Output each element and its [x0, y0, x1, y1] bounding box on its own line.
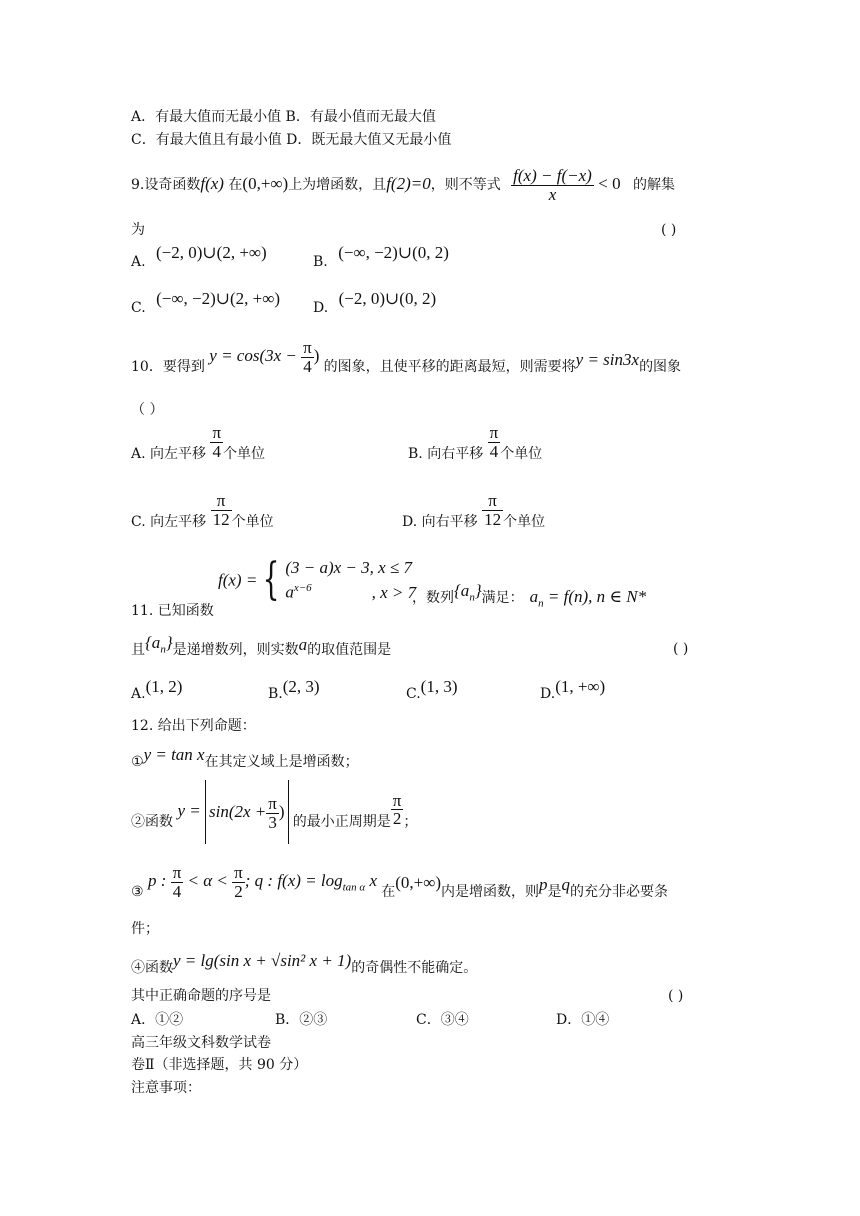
q12-p3-is: 是: [547, 884, 562, 900]
q10-option-b-label: B. 向右平移: [408, 446, 484, 462]
q11-line2: [131, 633, 392, 664]
q12-p3-x: x: [365, 871, 377, 890]
q12-p3-continuation: 件；: [131, 921, 159, 937]
q10-option-a-fraction: [210, 424, 223, 461]
q12-p3-two: 2: [234, 881, 243, 901]
q10-option-d: [402, 490, 546, 546]
q11-cond-a: a: [529, 587, 539, 606]
q12-p3-pi-over-2: [232, 864, 245, 901]
q9-option-a-value: (−2, 0)∪(2, +∞): [156, 243, 267, 262]
q10-option-a-pi: π: [212, 422, 222, 442]
q11-sequence-text: [412, 581, 647, 612]
q10-option-b-pi: π: [489, 422, 499, 442]
q11-option-b: [268, 677, 320, 703]
q10-formula2: y = sin3x: [575, 350, 640, 369]
q12-p3-mid: < α <: [187, 871, 228, 890]
q10-option-c-unit: 个单位: [231, 514, 274, 530]
q12-answer-blank: ( ): [668, 988, 684, 1004]
q12-p2-pi: π: [268, 793, 277, 813]
q9-option-d-value: (−2, 0)∪(0, 2): [338, 289, 437, 308]
q11-case2: [285, 578, 416, 603]
q9-fx: f(x): [200, 174, 224, 193]
q9-option-d: [313, 289, 437, 317]
q9-answer-blank: ( ): [661, 222, 677, 238]
q10-pi: π: [303, 337, 312, 357]
q12-option-d: D．①④: [556, 1012, 610, 1028]
q11-line2-seq-close: }: [165, 633, 173, 652]
q11-option-a: [131, 677, 183, 703]
q11-condition: [529, 587, 647, 610]
q10-option-d-den: 12: [484, 509, 502, 529]
q10-answer-blank: （ ）: [131, 402, 164, 418]
q11-seq-sub: n: [469, 591, 475, 604]
q9-suffix: 的解集: [633, 177, 676, 193]
q9-option-a-label: A.: [131, 254, 146, 270]
q9-interval: (0,+∞): [242, 174, 289, 193]
q11-line2-suffix: 的取值范围是: [307, 642, 392, 658]
q12-p1-formula: y = tan x: [143, 745, 205, 764]
q12-p2-formula-pre: y =: [177, 800, 201, 820]
q12-p1-text: 在其定义域上是增函数；: [204, 754, 359, 770]
q11-seq-open: {a: [454, 581, 470, 600]
q11-seq-close: }: [474, 581, 482, 600]
q11-cases: [285, 558, 416, 603]
q12-ask: 其中正确命题的序号是: [131, 988, 271, 1004]
q9-lt0: < 0: [598, 174, 621, 193]
q10-option-a-den: 4: [212, 441, 222, 461]
q12-p4-num: ④函数: [131, 960, 173, 976]
exam-title: 高三年级文科数学试卷: [131, 1035, 271, 1051]
q12-p3-four: 4: [172, 881, 182, 901]
q11-option-a-value: (1, 2): [145, 677, 183, 696]
q11-line2-seq-open: {a: [145, 633, 161, 652]
q10-option-d-label: D. 向右平移: [402, 514, 478, 530]
q10-option-a: [131, 422, 266, 478]
q12-p3-interval: (0,+∞): [395, 873, 442, 892]
q11-case2-cond: , x > 7: [371, 582, 417, 602]
q10-option-c-fraction: [211, 492, 232, 529]
q12-p3-pi-over-4: [171, 864, 184, 901]
q9-f2: f(2)=0: [386, 174, 431, 193]
q11-seq: [454, 581, 482, 604]
q12-p3-qvar: q: [561, 875, 571, 894]
q11-option-b-value: (2, 3): [282, 677, 320, 696]
q9-frac-denominator: x: [548, 184, 557, 204]
q12-title: 12. 给出下列命题：: [131, 718, 256, 734]
q10-option-c-den: 12: [212, 509, 230, 529]
q9-option-c-value: (−∞, −2)∪(2, +∞): [156, 289, 281, 308]
q11-option-b-label: B.: [268, 686, 283, 702]
q12-p2-formula: [177, 793, 292, 832]
q12-proposition-2: [131, 790, 417, 854]
q10-option-b: [408, 422, 543, 478]
q12-proposition-3: [131, 862, 669, 922]
q9-option-c-label: C.: [131, 300, 146, 316]
q12-p3-pvar: p: [539, 875, 548, 894]
q10-option-c-pi: π: [211, 492, 232, 511]
q12-p3-formula: [148, 862, 381, 901]
q11-fdef: f(x) =: [218, 570, 258, 590]
q11-answer-blank: ( ): [673, 641, 689, 657]
q10-option-b-den: 4: [489, 441, 499, 461]
q10-option-a-label: A. 向左平移: [131, 446, 207, 462]
q10-option-b-fraction: [488, 424, 501, 461]
q12-option-c: C．③④: [416, 1012, 469, 1028]
q12-option-a: A．①②: [131, 1012, 184, 1028]
q10-option-c: [131, 490, 274, 546]
q11-case1: (3 − a)x − 3, x ≤ 7: [285, 558, 412, 577]
q12-p4-formula: y = lg(sin x + √sin² x + 1): [173, 951, 352, 970]
q12-p3-text1: 内是增函数，则: [441, 884, 540, 900]
q11-option-d-label: D.: [540, 686, 556, 702]
q9-stem: [131, 160, 675, 209]
q10-stem: [131, 337, 682, 390]
q10-prefix: 10．要得到: [131, 359, 205, 375]
q11-piecewise: [218, 554, 417, 606]
q11-satisfy: 满足：: [481, 590, 524, 606]
q12-p3-text2: 的充分非必要条: [570, 884, 669, 900]
q10-formula-pre: y = cos(3x −: [209, 346, 297, 365]
q10-option-d-pi: π: [482, 492, 503, 511]
q12-p3-num: ③: [131, 884, 144, 900]
q9-option-c: [131, 289, 281, 317]
q12-p3-pi2: π: [234, 862, 243, 882]
q12-p3-in: 在: [381, 884, 396, 900]
q11-option-d-value: (1, +∞): [555, 677, 606, 696]
q11-prefix: 11. 已知函数: [131, 603, 214, 619]
q9-option-a: [131, 243, 267, 271]
q12-p3-sub: tan α: [342, 881, 366, 894]
q10-formula: [209, 337, 323, 376]
q11-option-c-label: C.: [406, 686, 421, 702]
q12-p2-period: [391, 792, 404, 829]
q10-option-d-unit: 个单位: [503, 514, 546, 530]
q10-formula-post: ): [313, 346, 320, 365]
q12-p2-num: ②函数: [131, 813, 173, 830]
q9-wei: 为: [131, 222, 145, 238]
q12-p2-three: 3: [268, 812, 277, 832]
q10-suffix: 的图象: [639, 359, 682, 375]
q10-option-c-label: C. 向左平移: [131, 514, 207, 530]
q10-pi-over-4: [301, 339, 314, 376]
q11-brace: {: [262, 554, 280, 606]
q12-p2-pi-over-3: [266, 795, 279, 832]
q10-mid: 的图象，且使平移的距离最短，则需要将: [323, 359, 576, 375]
q9-option-b: [313, 243, 449, 271]
q9-option-b-value: (−∞, −2)∪(0, 2): [338, 243, 449, 262]
q12-p2-abs-pre: sin(2x +: [208, 802, 267, 821]
q11-seq-pre: ，数列: [412, 590, 454, 606]
q11-cond-sub: n: [538, 597, 544, 610]
q9-option-b-label: B.: [313, 254, 328, 270]
q11-line2-seq-sub: n: [160, 643, 166, 656]
q11-option-d: [540, 677, 606, 703]
q12-proposition-1: [131, 745, 359, 771]
q10-option-d-fraction: [482, 492, 503, 529]
part-two-heading: 卷Ⅱ（非选择题，共 90 分）: [131, 1057, 308, 1073]
q12-p2-period-num: π: [392, 790, 402, 810]
q12-p1-num: ①: [131, 754, 144, 770]
q11-line2-mid: 是递增数列，则实数: [172, 642, 299, 658]
q10-four: 4: [303, 356, 312, 376]
q11-case2-base: a: [285, 582, 294, 602]
q8-options-line1: A．有最大值而无最小值 B．有最小值而无最大值: [131, 109, 436, 125]
q11-var-a: a: [298, 635, 308, 654]
q9-option-d-label: D.: [313, 300, 329, 316]
q12-p3-q: ; q : f(x) = log: [244, 871, 343, 890]
q12-option-b: B．②③: [275, 1012, 328, 1028]
q12-p2-abs: [205, 780, 289, 844]
q8-options-line2: C．有最大值且有最小值 D．既无最大值又无最小值: [131, 132, 452, 148]
q11-case2-exp: x−6: [293, 582, 312, 594]
q9-prefix: 9.设奇函数: [131, 177, 201, 193]
q9-frac-numerator: f(x) − f(−x): [513, 165, 592, 185]
q9-comma: ，则不等式: [430, 177, 501, 193]
q12-p3-pi1: π: [172, 862, 182, 882]
q10-option-a-unit: 个单位: [223, 446, 266, 462]
q12-p3-p: p :: [148, 871, 167, 890]
q9-mid: 上为增函数，且: [288, 177, 387, 193]
q10-option-b-unit: 个单位: [500, 446, 543, 462]
q12-p4-text: 的奇偶性不能确定。: [351, 960, 478, 976]
q11-option-a-label: A.: [131, 686, 146, 702]
q11-line2-pre: 且: [131, 642, 145, 658]
q12-p2-end: ；: [403, 813, 418, 830]
q11-line2-seq: [145, 633, 173, 656]
q11-cond-rest: = f(n), n ∈ N*: [543, 587, 647, 606]
q9-in: 在: [228, 177, 243, 193]
q12-proposition-4: [131, 951, 478, 977]
q11-option-c-value: (1, 3): [420, 677, 458, 696]
notes-heading: 注意事项：: [131, 1080, 201, 1096]
q12-p2-text: 的最小正周期是: [292, 813, 391, 830]
q9-fraction: [511, 167, 594, 204]
q12-p2-abs-post: ): [278, 802, 285, 821]
q11-option-c: [406, 677, 458, 703]
q12-p2-period-den: 2: [392, 809, 402, 829]
